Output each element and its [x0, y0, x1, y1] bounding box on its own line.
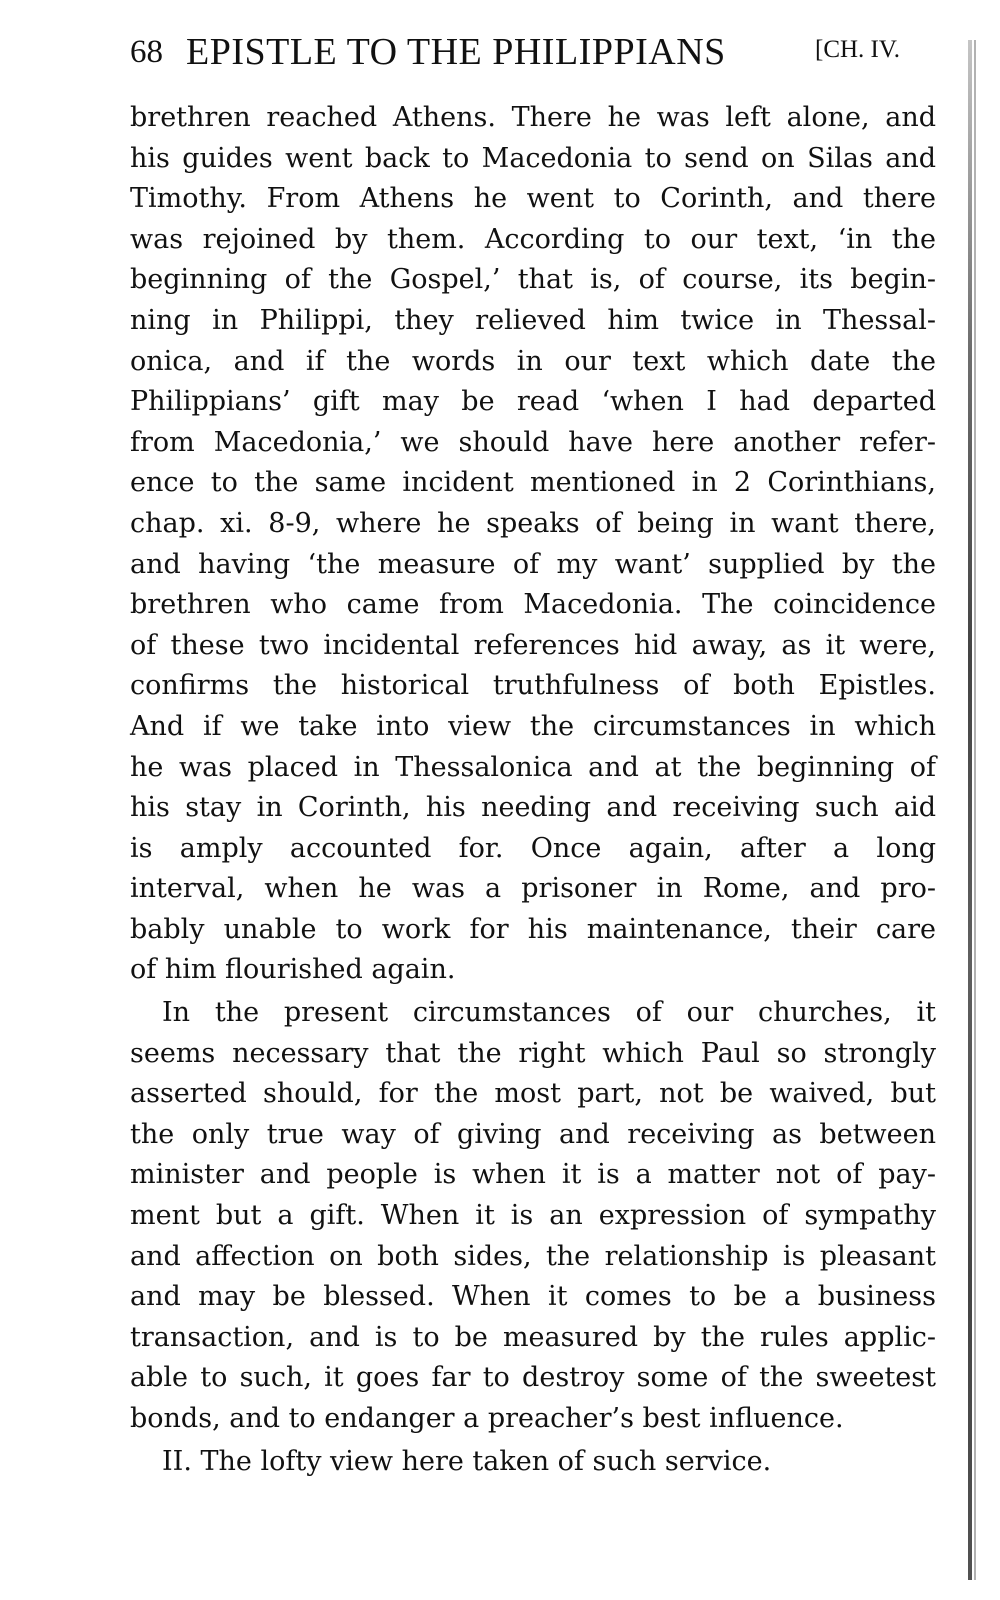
- paragraph: [130, 993, 936, 1440]
- text-line: of him flourished again.: [130, 954, 456, 986]
- text-line: transaction, and is to be measured by the rules applic-: [130, 1321, 936, 1353]
- text-line: ence to the same incident mentioned in 2 Corinthians,: [130, 467, 936, 499]
- text-line: And if we take into view the circumstances in which: [130, 710, 936, 742]
- text-line: was rejoined by them. According to our text, ‘in the: [130, 223, 936, 255]
- text-line: his guides went back to Macedonia to send on Silas and: [130, 142, 936, 174]
- text-line: seems necessary that the right which Paul so strongly: [130, 1037, 936, 1069]
- page-header: [130, 30, 940, 80]
- text-line: brethren reached Athens. There he was left alone, and: [130, 102, 936, 133]
- section-heading: [130, 1442, 936, 1483]
- text-line: bably unable to work for his maintenance, their care: [130, 913, 936, 945]
- text-line: bonds, and to endanger a preacher’s best influence.: [130, 1403, 844, 1434]
- text-line: minister and people is when it is a matter not of pay-: [130, 1159, 936, 1191]
- text-line: interval, when he was a prisoner in Rome, and pro-: [130, 873, 936, 905]
- text-line: In the present circumstances of our churches, it: [162, 997, 936, 1029]
- text-line: Philippians’ gift may be read ‘when I had departed: [130, 386, 936, 418]
- text-line: asserted should, for the most part, not be waived, but: [130, 1078, 936, 1110]
- text-line: ning in Philippi, they relieved him twice in Thessal-: [130, 304, 936, 336]
- text-line: chap. xi. 8-9, where he speaks of being in want there,: [130, 507, 936, 539]
- page-edge-line: [974, 40, 976, 1580]
- text-line: from Macedonia,’ we should have here another refer-: [130, 426, 936, 458]
- running-title: EPISTLE TO THE PHILIPPIANS: [186, 31, 726, 73]
- text-line: of these two incidental references hid away, as it were,: [130, 629, 936, 661]
- page-edge-shadow: [968, 40, 972, 1580]
- text-line: confirms the historical truthfulness of both Epistles.: [130, 670, 936, 702]
- page-number: 68: [130, 34, 163, 70]
- text-line: the only true way of giving and receiving as between: [130, 1118, 936, 1150]
- body-text: [130, 98, 936, 1482]
- text-line: brethren who came from Macedonia. The coincidence: [130, 589, 936, 621]
- text-line: is amply accounted for. Once again, after a long: [130, 832, 936, 864]
- text-line: able to such, it goes far to destroy some of the sweetest: [130, 1362, 936, 1394]
- text-line: ment but a gift. When it is an expression of sympathy: [130, 1200, 936, 1232]
- text-line: and affection on both sides, the relationship is pleasant: [130, 1240, 936, 1272]
- paragraph: [130, 98, 936, 991]
- text-line: his stay in Corinth, his needing and receiving such aid: [130, 792, 936, 824]
- text-line: he was placed in Thessalonica and at the beginning of: [130, 751, 936, 783]
- text-line: II. The lofty view here taken of such service.: [162, 1445, 772, 1477]
- text-line: and may be blessed. When it comes to be a business: [130, 1281, 936, 1313]
- text-line: and having ‘the measure of my want’ supplied by the: [130, 548, 936, 580]
- text-line: Timothy. From Athens he went to Corinth, and there: [130, 183, 936, 215]
- text-line: onica, and if the words in our text which date the: [130, 345, 936, 377]
- text-line: beginning of the Gospel,’ that is, of course, its begin-: [130, 264, 936, 296]
- chapter-reference: [CH. IV.: [815, 36, 900, 63]
